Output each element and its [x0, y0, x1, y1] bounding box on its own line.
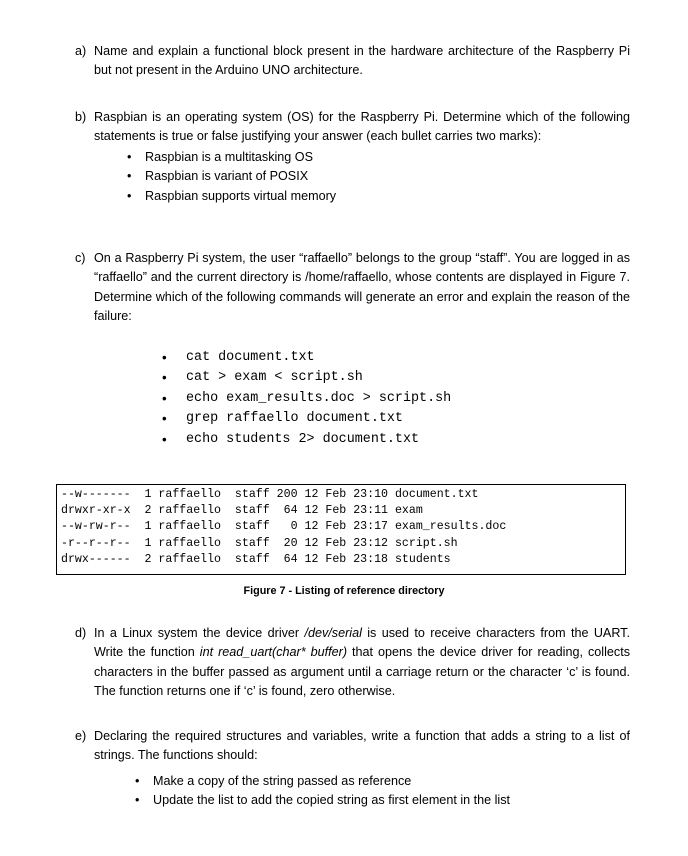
question-a	[75, 42, 630, 81]
list-item	[162, 389, 451, 409]
list-item	[127, 148, 630, 167]
question-c-text: On a Raspberry Pi system, the user “raffaello” belongs to the group “staff”. You are logged in as “raffaello” and the current directory is /home/raffaello, whose contents are displayed in Figure 7. Determine which of the following commands will generate an error and explain the reason of the failure:	[94, 251, 630, 324]
list-item	[162, 368, 451, 388]
bullet-icon: •	[162, 390, 167, 406]
bullet-text: Raspbian is variant of POSIX	[145, 169, 309, 184]
bullet-text: Make a copy of the string passed as reference	[153, 773, 412, 788]
text-span: In a Linux system the device driver	[94, 626, 305, 640]
bullet-icon: •	[127, 149, 132, 164]
bullet-icon: •	[135, 773, 140, 788]
listing-row: --w-rw-r-- 1 raffaello staff 0 12 Feb 23:17 exam_results.doc	[61, 520, 507, 534]
command-list	[162, 348, 451, 450]
command-text: grep raffaello document.txt	[186, 411, 403, 427]
listing-row: drwx------ 2 raffaello staff 64 12 Feb 23:18 students	[61, 552, 451, 566]
question-e-bullets	[135, 772, 630, 811]
device-path: /dev/serial	[304, 626, 362, 640]
listing-row: --w------- 1 raffaello staff 200 12 Feb 23:10 document.txt	[61, 488, 479, 501]
bullet-icon: •	[135, 793, 140, 808]
list-item	[162, 409, 451, 429]
question-c-letter: c)	[75, 251, 86, 265]
list-item	[135, 791, 630, 810]
list-item	[135, 772, 630, 791]
figure-caption: Figure 7 - Listing of reference directory	[243, 585, 445, 597]
question-e-letter: e)	[75, 729, 87, 743]
bullet-text: Raspbian is a multitasking OS	[145, 149, 313, 164]
question-a-text: Name and explain a functional block present in the hardware architecture of the Raspberry Pi but not present in the Arduino UNO architecture.	[94, 44, 630, 78]
command-text: cat document.txt	[186, 350, 315, 365]
question-b-bullets	[127, 148, 630, 206]
listing-row: -r--r--r-- 1 raffaello staff 20 12 Feb 23:12 script.sh	[61, 536, 458, 550]
command-text: cat > exam < script.sh	[186, 370, 363, 386]
text-span: that opens the device driver for reading, collects characters in the buffer passed as argument until a carriage return or the character ‘c’ is found. The function returns one if ‘c’ is found, zero otherwise.	[94, 645, 630, 699]
directory-listing	[56, 484, 626, 575]
list-item	[127, 167, 630, 186]
command-text: echo students 2> document.txt	[186, 431, 420, 447]
question-a-letter: a)	[75, 44, 87, 58]
text-span: is used to receive characters from the UART. Write the function	[94, 626, 630, 660]
bullet-icon: •	[127, 169, 132, 184]
bullet-icon: •	[162, 370, 167, 386]
list-item	[162, 430, 451, 450]
bullet-text: Raspbian supports virtual memory	[145, 188, 337, 203]
question-d-letter: d)	[75, 626, 87, 640]
listing-row: drwxr-xr-x 2 raffaello staff 64 12 Feb 23:11 exam	[61, 504, 423, 518]
question-b	[75, 108, 630, 206]
question-b-text: Raspbian is an operating system (OS) for the Raspberry Pi. Determine which of the following statements is true or false justifying your answer (each bullet carries two marks):	[94, 110, 630, 144]
bullet-icon: •	[162, 411, 167, 427]
bullet-icon: •	[162, 431, 167, 447]
bullet-icon: •	[127, 188, 132, 203]
question-e-text: Declaring the required structures and variables, write a function that adds a string to a list of strings. The functions should:	[94, 729, 630, 763]
list-item	[127, 187, 630, 206]
function-signature: int read_uart(char* buffer)	[199, 645, 348, 660]
list-item	[162, 348, 451, 368]
command-text: echo exam_results.doc > script.sh	[186, 390, 452, 406]
question-d	[75, 624, 630, 702]
bullet-text: Update the list to add the copied string as first element in the list	[153, 793, 511, 808]
bullet-icon: •	[162, 350, 167, 365]
question-d-text	[94, 624, 630, 702]
question-b-letter: b)	[75, 110, 87, 124]
question-e	[75, 727, 630, 811]
question-c	[75, 249, 630, 327]
